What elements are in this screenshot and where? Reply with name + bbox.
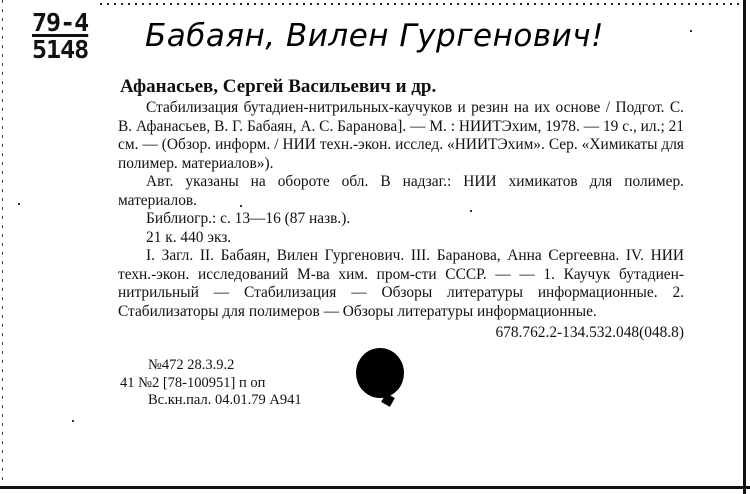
bibliography-line: Библиогр.: с. 13—16 (87 назв.). — [146, 210, 351, 227]
speck — [240, 205, 242, 207]
note-authors-paragraph: Авт. указаны на обороте обл. В надзаг.: НИИ химикатов для полимер. материалов. — [118, 173, 684, 209]
card-left-edge — [2, 0, 3, 494]
footer-line-1: №472 28.3.9.2 — [148, 357, 235, 373]
udc-code: 678.762.2-134.532.048(048.8) — [495, 324, 684, 341]
speck — [72, 420, 74, 422]
card-footer — [120, 357, 302, 410]
title-paragraph: Стабилизация бутадиен-нитрильных-каучуков и резин на их основе / Подгот. С. В. Афанасьев, В. Г. Бабаян, А. С. Баранова]. — М. : НИИТЭхим, 1978. — 19 с., ил.; 21 см. — (Обзор. информ. / НИИ техн.-экон. исслед. «НИИТЭхим». Сер. «Химикаты для полимер. материалов»). — [118, 99, 684, 172]
speck — [470, 210, 472, 212]
card-top-edge — [100, 3, 740, 5]
footer-line-3: Вс.кн.пал. 04.01.79 А941 — [148, 392, 302, 408]
handwritten-name: Бабаян, Вилен Гургенович! — [145, 18, 604, 54]
tracings-paragraph: I. Загл. II. Бабаян, Вилен Гургенович. III. Баранова, Анна Сергеевна. IV. НИИ техн.-экон. исследований М-ва хим. пром-сти СССР. — — 1. Каучук бутадиен-нитрильный — Стабилизация — Обзоры литературы информационные. 2. Стабилизаторы для полимеров — Обзоры литературы информационные. — [118, 247, 684, 320]
footer-line-2: 41 №2 [78-100951] п оп — [120, 374, 266, 391]
speck — [690, 30, 692, 32]
author-heading: Афанасьев, Сергей Васильевич и др. — [120, 76, 437, 97]
speck — [18, 203, 20, 205]
card-body — [118, 99, 684, 343]
price-line: 21 к. 440 экз. — [146, 228, 232, 246]
shelfmark-top: 79-4 — [32, 8, 89, 37]
card-bottom-border — [0, 486, 750, 489]
shelfmark-bottom: 5148 — [32, 35, 89, 64]
punch-hole — [356, 348, 404, 398]
card-right-border — [743, 0, 746, 494]
shelfmark — [32, 10, 88, 62]
